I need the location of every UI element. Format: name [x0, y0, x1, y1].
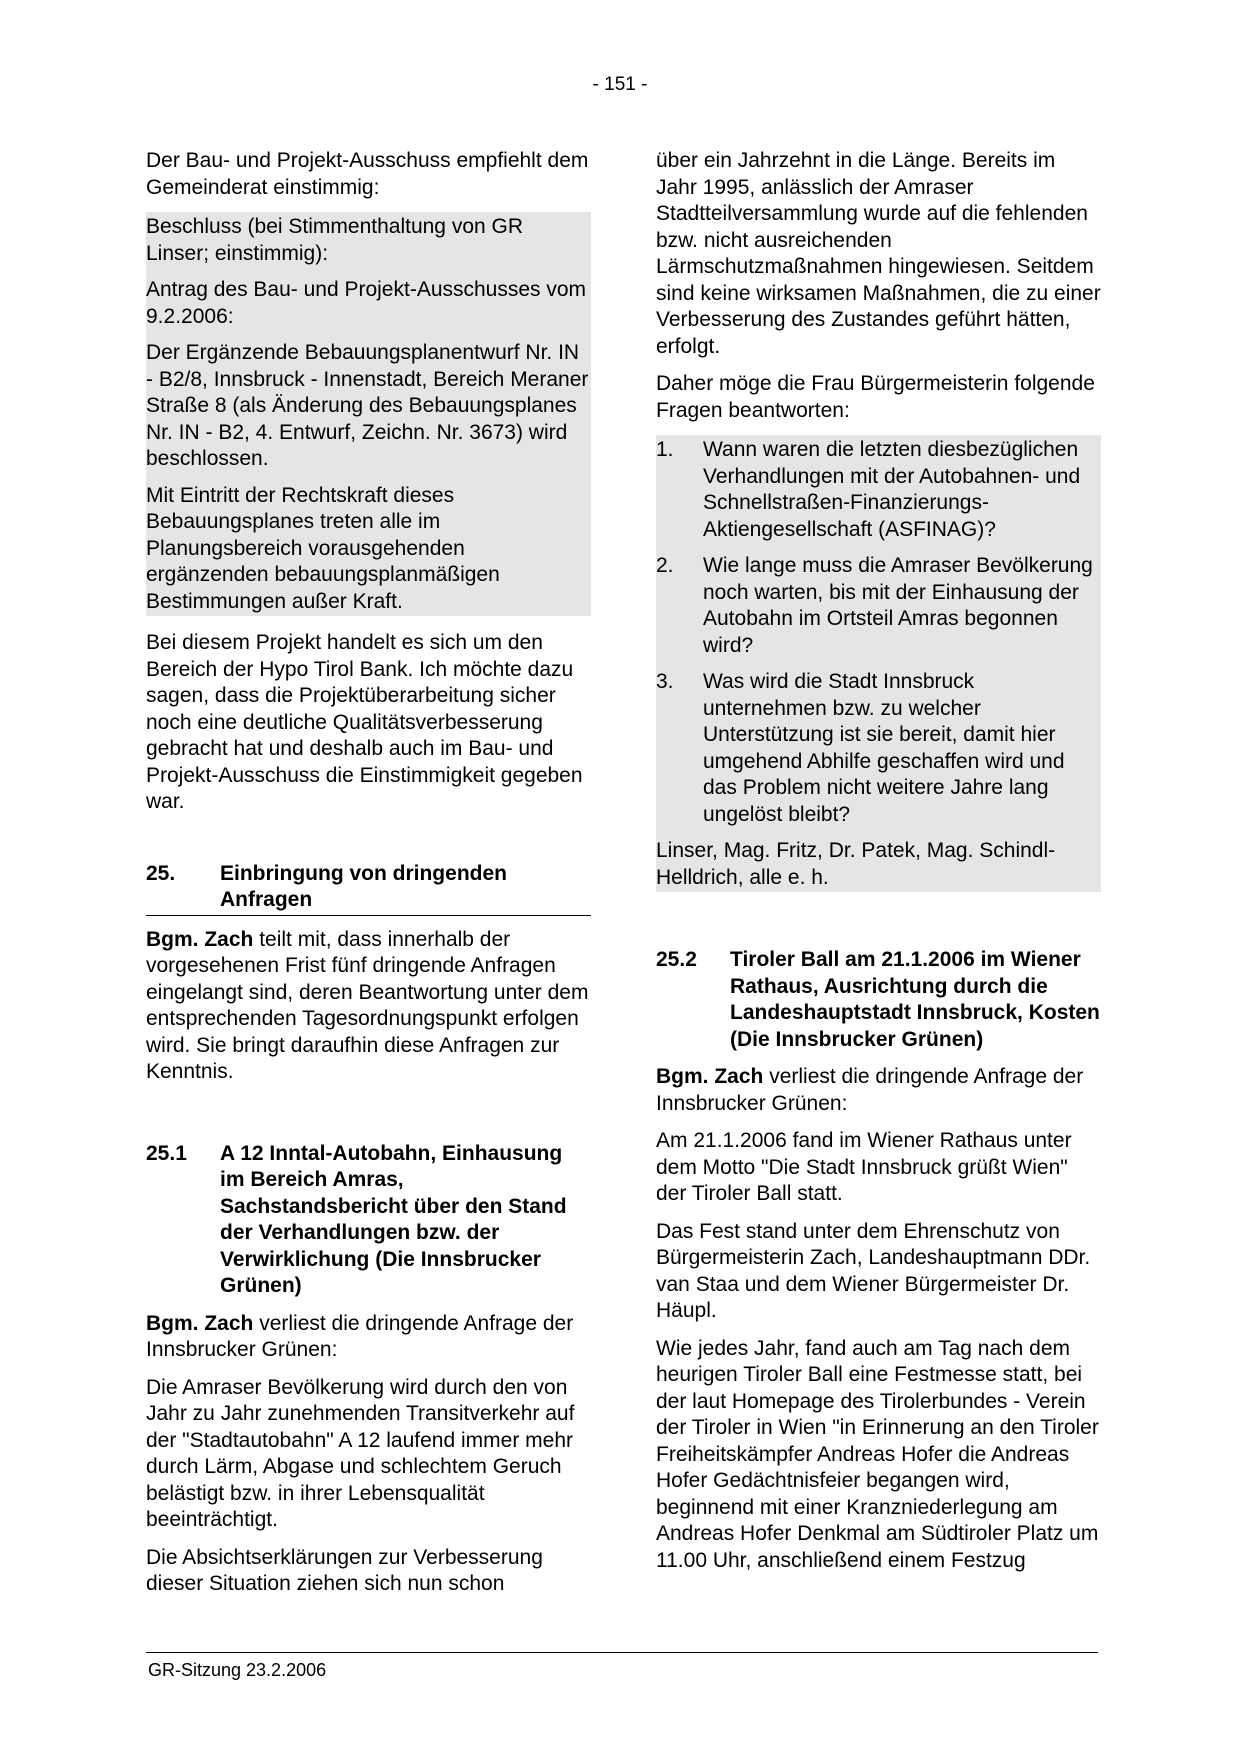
left-column [146, 148, 591, 1609]
continuation-text: über ein Jahrzehnt in die Länge. Bereits im Jahr 1995, anlässlich der Amraser Stadtteilversammlung wurde auf die fehlenden bzw. nicht ausreichenden Lärmschutzmaßnahmen hingewiesen. Seitdem sind keine wirksamen Maßnahmen, die zu einer Verbesserung des Zustandes geführt hätten, erfolgt. [656, 149, 1101, 358]
decision-box [146, 212, 591, 616]
section-25-1-para2: Die Absichtserklärungen zur Verbesserung dieser Situation ziehen sich nun schon [146, 1545, 543, 1595]
question-intro: Daher möge die Frau Bürgermeisterin folgende Fragen beantworten: [656, 372, 1095, 422]
question-item: 2. Wie lange muss die Amraser Bevölkerung noch warten, bis mit der Einhausung der Autobahn im Ortsteil Amras begonnen wird? [656, 554, 1093, 657]
right-column [656, 148, 1101, 1585]
section-number: 25.1 [146, 1141, 187, 1165]
decision-plan: Der Ergänzende Bebauungsplanentwurf Nr. IN - B2/8, Innsbruck - Innenstadt, Bereich Meraner Straße 8 (als Änderung des Bebauungsplanes Nr. IN - B2, 4. Entwurf, Zeichn. Nr. 3673) wird beschlossen. [146, 341, 589, 470]
speaker-name: Bgm. Zach [146, 1311, 254, 1335]
speaker-name: Bgm. Zach [656, 1065, 764, 1088]
footer-divider [146, 1652, 1098, 1653]
section-title: A 12 Inntal-Autobahn, Einhausung im Bereich Amras, Sachstandsbericht über den Stand der Verhandlungen bzw. der Verwirklichung (Die Innsbrucker Grünen) [220, 1141, 567, 1297]
section-25-2-heading [656, 947, 1101, 1053]
section-25-heading [146, 861, 591, 916]
section-25-1-heading [146, 1141, 591, 1300]
committee-recommendation: Der Bau- und Projekt-Ausschuss empfiehlt dem Gemeinderat einstimmig: [146, 149, 589, 199]
section-title: Einbringung von dringenden Anfragen [220, 861, 507, 911]
question-item: 1. Wann waren die letzten diesbezüglichen Verhandlungen mit der Autobahnen- und Schnellstraßen-Finanzierungs-Aktiengesellschaft (ASFINAG)? [656, 438, 1081, 541]
question-item: 3. Was wird die Stadt Innsbruck unternehmen bzw. zu welcher Unterstützung ist sie bereit, damit hier umgehend Abhilfe geschaffen wird und das Problem nicht weitere Jahre lang ungelöst bleibt? [656, 670, 1065, 826]
questions-box [656, 435, 1101, 892]
decision-vote: Beschluss (bei Stimmenthaltung von GR Linser; einstimmig): [146, 215, 524, 265]
section-25-2-para1: Am 21.1.2006 fand im Wiener Rathaus unter dem Motto "Die Stadt Innsbruck grüßt Wien" der Tiroler Ball statt. [656, 1129, 1072, 1205]
section-25-1-para1: Die Amraser Bevölkerung wird durch den von Jahr zu Jahr zunehmenden Transitverkehr auf der "Stadtautobahn" A 12 laufend immer mehr durch Lärm, Abgase und schlechtem Geruch belästigt bzw. in ihrer Lebensqualität beeinträchtigt. [146, 1375, 575, 1531]
speaker-name: Bgm. Zach [146, 927, 254, 951]
page-number: - 151 - [592, 74, 648, 95]
section-25-1-intro: Bgm. Zach verliest die dringende Anfrage der Innsbrucker Grünen: [146, 1311, 574, 1361]
section-number: 25. [146, 861, 176, 885]
project-comment: Bei diesem Projekt handelt es sich um den Bereich der Hypo Tirol Bank. Ich möchte dazu sagen, dass die Projektüberarbeitung sicher noch eine deutliche Qualitätsverbesserung gebracht hat und deshalb auch im Bau- und Projekt-Ausschuss die Einstimmigkeit gegeben war. [146, 631, 583, 813]
section-25-text: Bgm. Zach teilt mit, dass innerhalb der vorgesehenen Frist fünf dringende Anfragen eingelangt sind, deren Beantwortung unter dem entsprechenden Tagesordnungspunkt erfolgen wird. Sie bringt daraufhin diese Anfragen zur Kenntnis. [146, 927, 589, 1083]
footer-session-date: GR-Sitzung 23.2.2006 [148, 1660, 327, 1680]
section-25-2-intro: Bgm. Zach verliest die dringende Anfrage der Innsbrucker Grünen: [656, 1065, 1084, 1115]
section-title: Tiroler Ball am 21.1.2006 im Wiener Rathaus, Ausrichtung durch die Landeshauptstadt Innsbruck, Kosten (Die Innsbrucker Grünen) [730, 948, 1100, 1051]
section-25-2-para3: Wie jedes Jahr, fand auch am Tag nach dem heurigen Tiroler Ball eine Festmesse statt, bei der laut Homepage des Tirolerbundes - Verein der Tiroler in Wien "in Erinnerung an den Tiroler Freiheitskämpfer Andreas Hofer die Andreas Hofer Gedächtnisfeier begangen wird, beginnend mit einer Kranzniederlegung am Andreas Hofer Denkmal am Südtiroler Platz um 11.00 Uhr, anschließend einem Festzug [656, 1336, 1099, 1572]
signatories: Linser, Mag. Fritz, Dr. Patek, Mag. Schindl-Helldrich, alle e. h. [656, 839, 1056, 889]
section-25-2-para2: Das Fest stand unter dem Ehrenschutz von Bürgermeisterin Zach, Landeshauptmann DDr. van Staa und dem Wiener Bürgermeister Dr. Häupl. [656, 1219, 1091, 1322]
decision-motion: Antrag des Bau- und Projekt-Ausschusses vom 9.2.2006: [146, 278, 587, 328]
decision-legal-effect: Mit Eintritt der Rechtskraft dieses Bebauungsplanes treten alle im Planungsbereich vorausgehenden ergänzenden bebauungsplanmäßigen Bestimmungen außer Kraft. [146, 483, 500, 613]
section-number: 25.2 [656, 948, 697, 971]
